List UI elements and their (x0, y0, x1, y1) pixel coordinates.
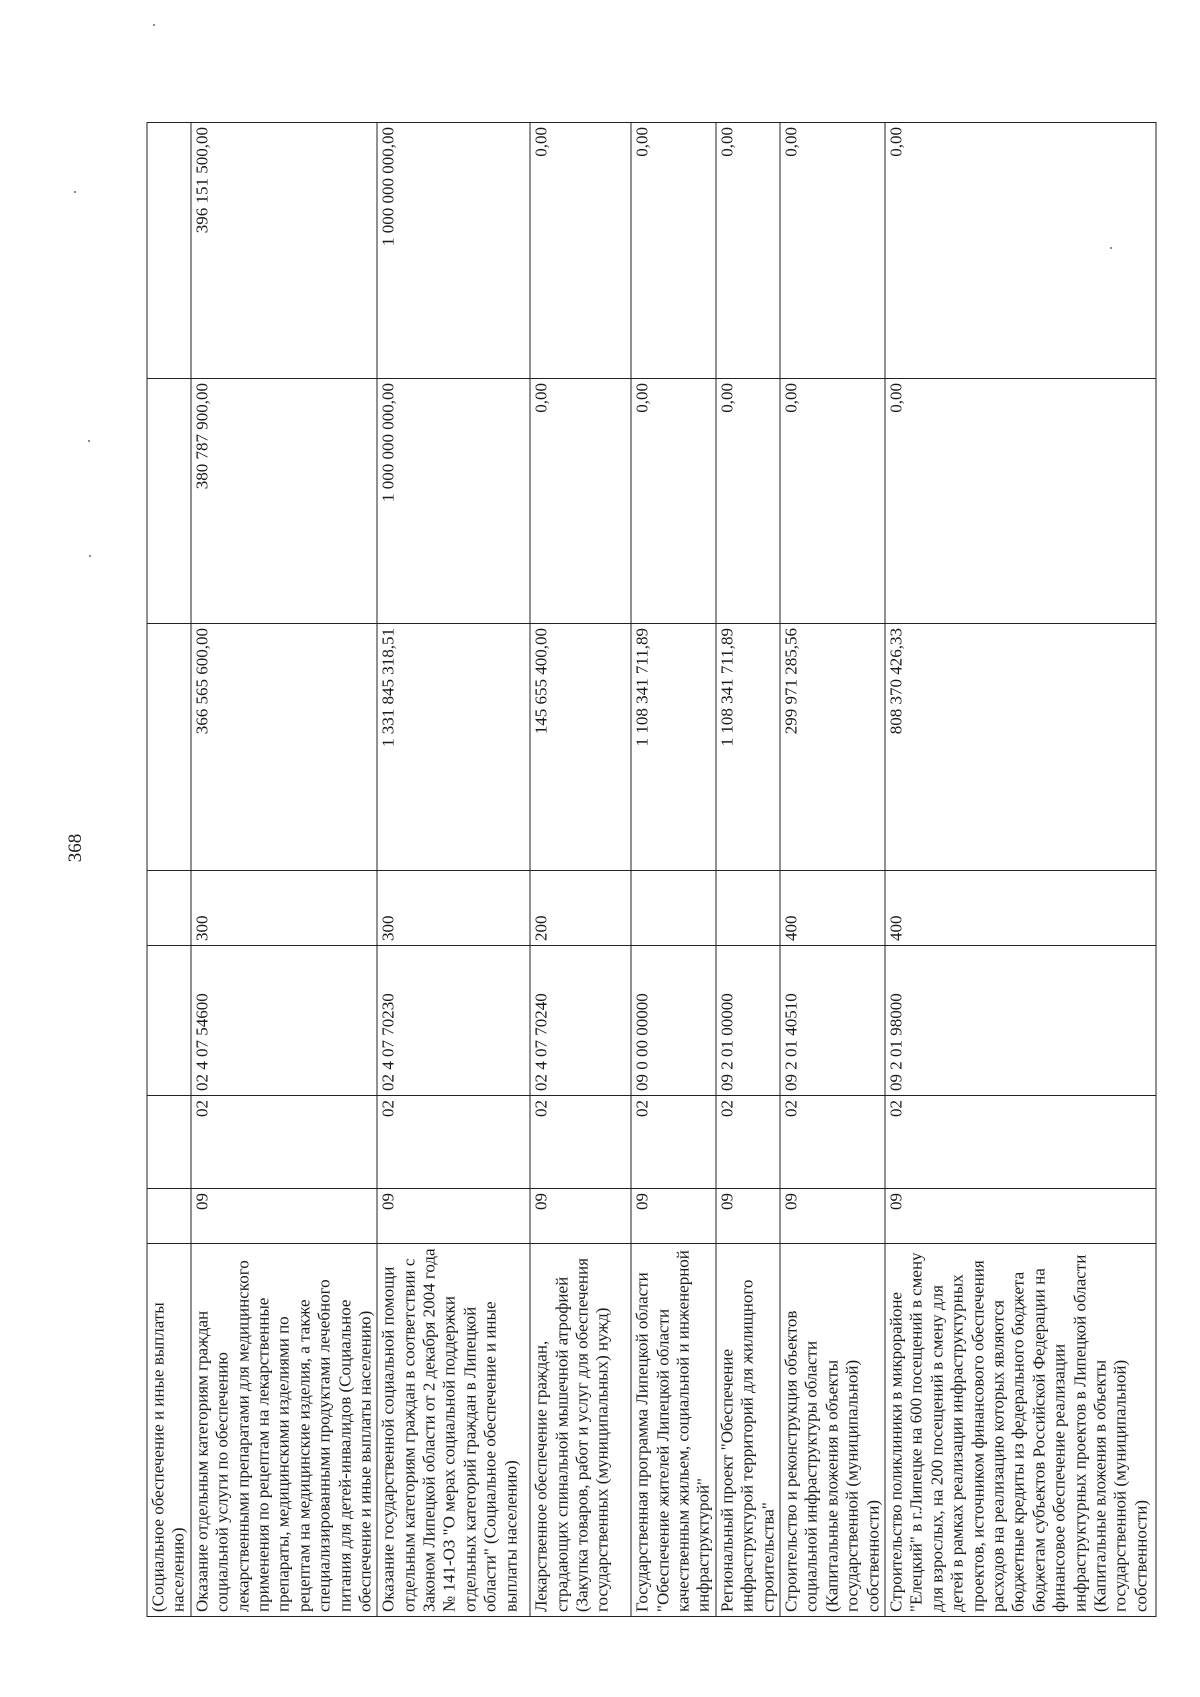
amount-2024: 0,00 (716, 379, 780, 624)
row-name: Строительство и реконструкция объектов социальной инфраструктуры области (Капитальные вложения в объекты государственной (муниципальной) собственности) (780, 1244, 885, 1617)
ministry-code: 09 (780, 1189, 885, 1244)
target-article-code: 09 2 01 98000 (885, 946, 1156, 1096)
section-code: 02 (716, 1096, 780, 1189)
amount-2023 (147, 624, 191, 871)
ministry-code: 09 (530, 1189, 631, 1244)
amount-2025: 0,00 (780, 123, 885, 379)
target-article-code: 02 4 07 70240 (530, 946, 631, 1096)
table-row (191, 123, 378, 1617)
amount-2023: 299 971 285,56 (780, 624, 885, 871)
target-article-code: 09 2 01 00000 (716, 946, 780, 1096)
expense-type-code: 300 (377, 871, 530, 946)
amount-2024: 380 787 900,00 (191, 379, 378, 624)
amount-2023: 808 370 426,33 (885, 624, 1156, 871)
expense-type-code: 200 (530, 871, 631, 946)
target-article-code: 09 2 01 40510 (780, 946, 885, 1096)
scan-speck (153, 24, 155, 26)
amount-2025: 0,00 (631, 123, 716, 379)
scan-speck (89, 555, 91, 557)
amount-2025: 0,00 (716, 123, 780, 379)
amount-2023: 366 565 600,00 (191, 624, 378, 871)
ministry-code (147, 1189, 191, 1244)
row-name: Строительство поликлиники в микрорайоне "Елецкий" в г.Липецке на 600 посещений в смену для взрослых, на 200 посещений в смену для детей в рамках реализации инфраструктурных проектов, источником финансового обеспечения расходов на реализацию которых являются бюджетные кредиты из федерального бюджета бюджетам субъектов Российской Федерации на финансовое обеспечение реализации инфраструктурных проектов в Липецкой области (Капитальные вложения в объекты государственной (муниципальной) собственности) (885, 1244, 1156, 1617)
rotated-table-frame (147, 123, 1151, 1617)
table-row (147, 123, 191, 1617)
amount-2023: 145 655 400,00 (530, 624, 631, 871)
target-article-code: 09 0 00 00000 (631, 946, 716, 1096)
table-row (377, 123, 530, 1617)
section-code: 02 (530, 1096, 631, 1189)
amount-2024: 0,00 (530, 379, 631, 624)
amount-2025: 396 151 500,00 (191, 123, 378, 379)
row-name: Оказание государственной социальной помощи отдельным категориям граждан в соответствии с Законом Липецкой области от 2 декабря 2004 года № 141-ОЗ "О мерах социальной поддержки отдельных категорий граждан в Липецкой области" (Социальное обеспечение и иные выплаты населению) (377, 1244, 530, 1617)
row-name: (Социальное обеспечение и иные выплаты населению) (147, 1244, 191, 1617)
ministry-code: 09 (377, 1189, 530, 1244)
expense-type-code: 300 (191, 871, 378, 946)
target-article-code (147, 946, 191, 1096)
table-row (631, 123, 716, 1617)
page-number: 368 (65, 833, 86, 863)
amount-2025: 0,00 (530, 123, 631, 379)
amount-2024 (147, 379, 191, 624)
section-code: 02 (377, 1096, 530, 1189)
ministry-code: 09 (885, 1189, 1156, 1244)
expense-type-code (631, 871, 716, 946)
scan-speck (88, 440, 90, 442)
ministry-code: 09 (191, 1189, 378, 1244)
ministry-code: 09 (631, 1189, 716, 1244)
target-article-code: 02 4 07 70230 (377, 946, 530, 1096)
table-body (147, 123, 1156, 1617)
table-row (716, 123, 780, 1617)
expense-type-code: 400 (780, 871, 885, 946)
row-name: Лекарственное обеспечение граждан, страдающих спинальной мышечной атрофией (Закупка товаров, работ и услуг для обеспечения государственных (муниципальных) нужд) (530, 1244, 631, 1617)
amount-2024: 1 000 000 000,00 (377, 379, 530, 624)
row-name: Региональный проект "Обеспечение инфраструктурой территорий для жилищного строительства" (716, 1244, 780, 1617)
table-row (530, 123, 631, 1617)
amount-2025 (147, 123, 191, 379)
amount-2023: 1 331 845 318,51 (377, 624, 530, 871)
amount-2025: 0,00 (885, 123, 1156, 379)
scan-speck (74, 191, 76, 193)
expense-type-code (147, 871, 191, 946)
amount-2024: 0,00 (631, 379, 716, 624)
amount-2023: 1 108 341 711,89 (716, 624, 780, 871)
expense-type-code (716, 871, 780, 946)
row-name: Государственная программа Липецкой области "Обеспечение жителей Липецкой области качественным жильем, социальной и инженерной инфраструктурой" (631, 1244, 716, 1617)
section-code: 02 (780, 1096, 885, 1189)
amount-2024: 0,00 (780, 379, 885, 624)
amount-2025: 1 000 000 000,00 (377, 123, 530, 379)
table-row (780, 123, 885, 1617)
amount-2024: 0,00 (885, 379, 1156, 624)
section-code (147, 1096, 191, 1189)
ministry-code: 09 (716, 1189, 780, 1244)
section-code: 02 (885, 1096, 1156, 1189)
amount-2023: 1 108 341 711,89 (631, 624, 716, 871)
row-name: Оказание отдельным категориям граждан социальной услуги по обеспечению лекарственными препаратами для медицинского применения по рецептам на лекарственные препараты, медицинскими изделиями по рецептам на медицинские изделия, а также специализированными продуктами лечебного питания для детей-инвалидов (Социальное обеспечение и иные выплаты населению) (191, 1244, 378, 1617)
expense-type-code: 400 (885, 871, 1156, 946)
budget-table (147, 122, 1157, 1617)
section-code: 02 (191, 1096, 378, 1189)
section-code: 02 (631, 1096, 716, 1189)
table-row (885, 123, 1156, 1617)
target-article-code: 02 4 07 54600 (191, 946, 378, 1096)
